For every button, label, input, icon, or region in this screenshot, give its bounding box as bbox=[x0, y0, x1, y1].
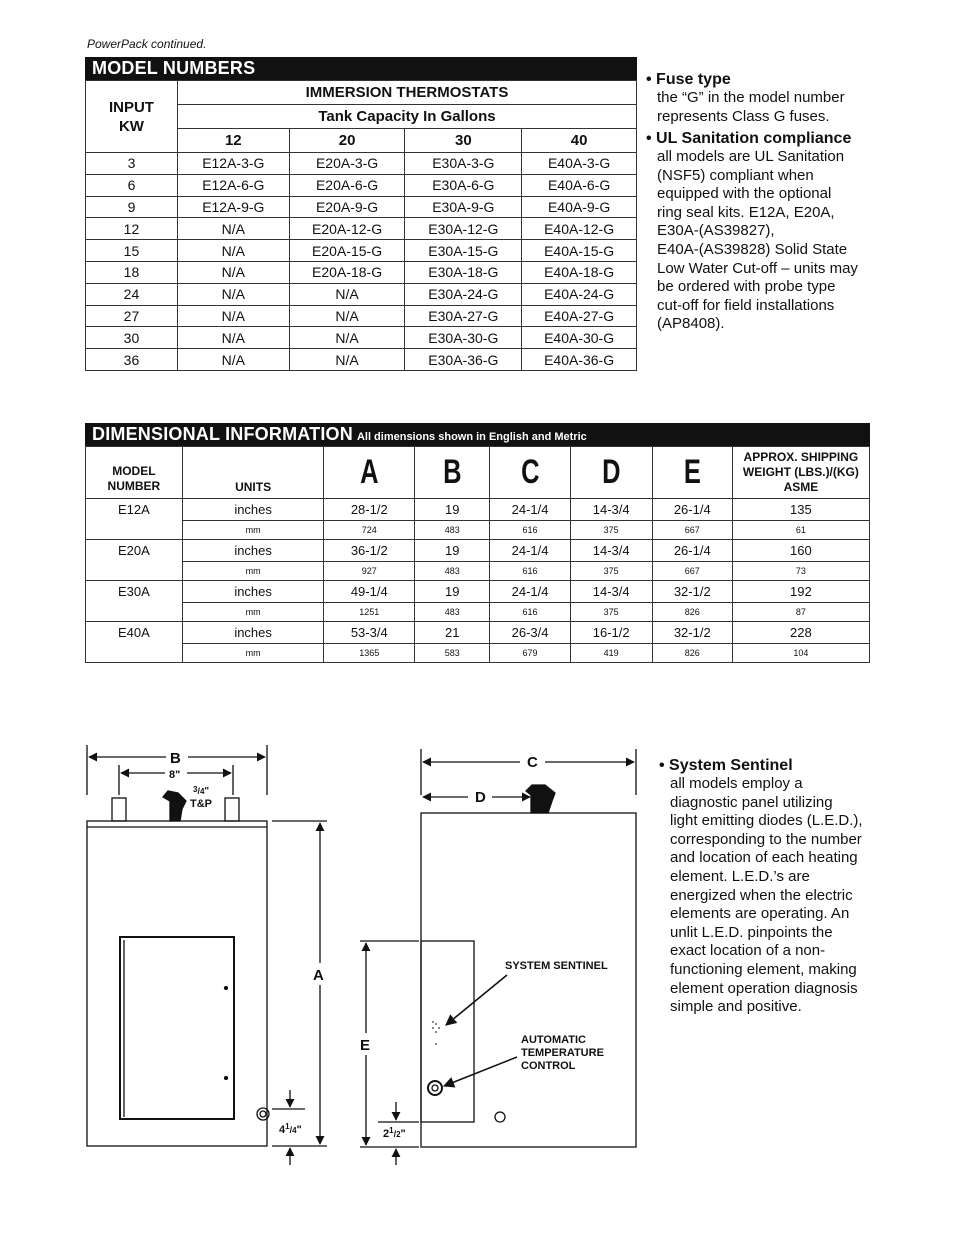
model-cell-c40: E40A-24-G bbox=[522, 283, 637, 305]
side-view-tank bbox=[421, 813, 636, 1147]
dim-value-mm: 87 bbox=[732, 603, 869, 622]
table-row bbox=[86, 540, 870, 562]
model-cell-c12: N/A bbox=[177, 218, 289, 240]
temp-control-dial bbox=[428, 1081, 442, 1095]
dim-value-mm: 616 bbox=[490, 603, 570, 622]
model-cell-c40: E40A-12-G bbox=[522, 218, 637, 240]
dim-value-in: 192 bbox=[732, 581, 869, 603]
dim-e-header: E bbox=[652, 447, 732, 499]
table-row bbox=[86, 581, 870, 603]
capacity-20: 20 bbox=[289, 129, 405, 153]
dim-value-mm: 375 bbox=[570, 521, 652, 540]
dim-value-mm: 616 bbox=[490, 521, 570, 540]
dim-value-mm: 1251 bbox=[324, 603, 415, 622]
table-row bbox=[86, 174, 637, 196]
unit-cell: inches bbox=[182, 499, 324, 521]
dim-value-in: 14-3/4 bbox=[570, 581, 652, 603]
model-cell-c12: N/A bbox=[177, 305, 289, 327]
model-cell-c30: E30A-3-G bbox=[405, 153, 522, 175]
note-line: element. L.E.D.’s are bbox=[670, 867, 810, 885]
model-cell-c12: N/A bbox=[177, 349, 289, 371]
table-row bbox=[86, 218, 637, 240]
model-cell-c40: E40A-9-G bbox=[522, 196, 637, 218]
dim-value-mm: 483 bbox=[415, 562, 490, 581]
model-cell: E40A bbox=[86, 622, 183, 663]
dim-value-mm: 1365 bbox=[324, 644, 415, 663]
model-cell-c40: E40A-36-G bbox=[522, 349, 637, 371]
unit-cell: inches bbox=[182, 622, 324, 644]
fuse-note bbox=[646, 71, 876, 126]
note-line: all models are UL Sanitation bbox=[657, 148, 845, 165]
dim-b-header: B bbox=[415, 447, 490, 499]
unit-cell: mm bbox=[182, 521, 324, 540]
dim-value-in: 36-1/2 bbox=[324, 540, 415, 562]
model-cell-kw: 18 bbox=[86, 261, 178, 283]
note-line: Low Water Cut-off – units may bbox=[657, 259, 858, 277]
dim-value-mm: 679 bbox=[490, 644, 570, 663]
model-cell-c30: E30A-9-G bbox=[405, 196, 522, 218]
unit-cell: mm bbox=[182, 644, 324, 663]
dim-value-mm: 483 bbox=[415, 603, 490, 622]
model-cell-kw: 27 bbox=[86, 305, 178, 327]
side-tp-valve bbox=[526, 785, 555, 813]
model-cell-kw: 12 bbox=[86, 218, 178, 240]
note-line: and location of each heating bbox=[670, 849, 858, 867]
table-row bbox=[86, 644, 870, 663]
dim-value-mm: 583 bbox=[415, 644, 490, 663]
model-cell-c20: N/A bbox=[289, 349, 405, 371]
dimensional-table bbox=[85, 446, 870, 663]
table-row bbox=[86, 562, 870, 581]
fuse-note-body: the “G” in the model number represents Class G fuses. bbox=[657, 89, 845, 125]
dim-value-mm: 667 bbox=[652, 562, 732, 581]
table-row bbox=[86, 305, 637, 327]
note-line: equipped with the optional bbox=[657, 185, 832, 203]
dim-value-in: 19 bbox=[415, 540, 490, 562]
model-cell-kw: 30 bbox=[86, 327, 178, 349]
dim-value-mm: 73 bbox=[732, 562, 869, 581]
dim-value-in: 160 bbox=[732, 540, 869, 562]
dim-value-in: 24-1/4 bbox=[490, 540, 570, 562]
model-cell-kw: 36 bbox=[86, 349, 178, 371]
sentinel-note-title: • System Sentinel bbox=[659, 757, 793, 774]
model-cell-c20: E20A-12-G bbox=[289, 218, 405, 240]
model-cell: E12A bbox=[86, 499, 183, 540]
dim-d-header: D bbox=[570, 447, 652, 499]
table-row bbox=[86, 349, 637, 371]
dim-value-in: 49-1/4 bbox=[324, 581, 415, 603]
dim-value-in: 53-3/4 bbox=[324, 622, 415, 644]
dim-value-in: 32-1/2 bbox=[652, 581, 732, 603]
front-panel-door bbox=[120, 937, 234, 1119]
note-line: be ordered with probe type bbox=[657, 278, 836, 296]
unit-cell: inches bbox=[182, 540, 324, 562]
model-cell-c40: E40A-3-G bbox=[522, 153, 637, 175]
model-cell-c20: E20A-15-G bbox=[289, 240, 405, 262]
note-line: corresponding to the number bbox=[670, 830, 862, 848]
model-cell-c30: E30A-6-G bbox=[405, 174, 522, 196]
side-drain-icon bbox=[495, 1112, 505, 1122]
model-cell-kw: 6 bbox=[86, 174, 178, 196]
unit-cell: mm bbox=[182, 562, 324, 581]
table-row bbox=[86, 499, 870, 521]
label-system-sentinel: SYSTEM SENTINEL bbox=[505, 960, 608, 972]
model-cell: E20A bbox=[86, 540, 183, 581]
table-row bbox=[86, 153, 637, 175]
dim-value-mm: 419 bbox=[570, 644, 652, 663]
model-cell-c20: E20A-9-G bbox=[289, 196, 405, 218]
dim-value-in: 14-3/4 bbox=[570, 499, 652, 521]
label-atc-1: AUTOMATIC bbox=[521, 1034, 586, 1046]
model-cell-c20: N/A bbox=[289, 305, 405, 327]
capacity-40: 40 bbox=[522, 129, 637, 153]
model-cell-c30: E30A-12-G bbox=[405, 218, 522, 240]
model-cell-c20: E20A-18-G bbox=[289, 261, 405, 283]
fuse-note-title: • Fuse type bbox=[646, 71, 731, 88]
control-box bbox=[421, 941, 474, 1122]
model-cell-c30: E30A-24-G bbox=[405, 283, 522, 305]
ul-note-body bbox=[646, 148, 886, 334]
dim-value-in: 19 bbox=[415, 499, 490, 521]
note-line: (NSF5) compliant when bbox=[657, 166, 814, 184]
model-cell-c20: N/A bbox=[289, 283, 405, 305]
note-line: all models employ a bbox=[670, 775, 803, 792]
sentinel-note bbox=[659, 757, 889, 1017]
dim-c-header: C bbox=[490, 447, 570, 499]
cold-pipe bbox=[112, 798, 126, 821]
dim-value-in: 26-1/4 bbox=[652, 499, 732, 521]
dim-value-mm: 375 bbox=[570, 603, 652, 622]
dim-value-mm: 667 bbox=[652, 521, 732, 540]
dim-value-mm: 826 bbox=[652, 644, 732, 663]
model-cell-c40: E40A-18-G bbox=[522, 261, 637, 283]
table-row bbox=[86, 327, 637, 349]
model-cell-c40: E40A-6-G bbox=[522, 174, 637, 196]
note-line: E30A-(AS39827), bbox=[657, 222, 775, 240]
model-numbers-table bbox=[85, 80, 637, 371]
model-cell-kw: 3 bbox=[86, 153, 178, 175]
table-row bbox=[86, 261, 637, 283]
dim-value-mm: 61 bbox=[732, 521, 869, 540]
dim-a-header: A bbox=[324, 447, 415, 499]
note-line: (AP8408). bbox=[657, 315, 725, 333]
note-line: functioning element, making bbox=[670, 960, 857, 978]
note-line: simple and positive. bbox=[670, 998, 802, 1016]
table-row bbox=[86, 622, 870, 644]
dim-value-in: 228 bbox=[732, 622, 869, 644]
tp-valve bbox=[163, 791, 186, 821]
label-atc-2: TEMPERATURE bbox=[521, 1047, 604, 1059]
dimensional-info-subtitle: All dimensions shown in English and Metric bbox=[356, 431, 587, 443]
model-cell-c30: E30A-36-G bbox=[405, 349, 522, 371]
continued-note: PowerPack continued. bbox=[87, 37, 207, 51]
table-row bbox=[86, 283, 637, 305]
label-8in: 8" bbox=[169, 769, 181, 781]
ul-note bbox=[646, 130, 886, 334]
front-view-tank bbox=[87, 821, 267, 1146]
dim-value-in: 16-1/2 bbox=[570, 622, 652, 644]
model-cell-c30: E30A-30-G bbox=[405, 327, 522, 349]
dim-value-in: 32-1/2 bbox=[652, 622, 732, 644]
dim-value-mm: 826 bbox=[652, 603, 732, 622]
model-cell-c12: N/A bbox=[177, 240, 289, 262]
capacity-12: 12 bbox=[177, 129, 289, 153]
model-cell-c12: N/A bbox=[177, 283, 289, 305]
label-tp-size: $^3$/4" bbox=[193, 785, 210, 797]
label-a: A bbox=[313, 967, 324, 984]
note-line: ring seal kits. E12A, E20A, bbox=[657, 203, 835, 221]
table-row bbox=[86, 521, 870, 540]
model-cell-c12: N/A bbox=[177, 327, 289, 349]
note-line: energized when the electric bbox=[670, 886, 853, 904]
input-kw-header: INPUT KW bbox=[86, 81, 178, 153]
model-cell-c40: E40A-27-G bbox=[522, 305, 637, 327]
dim-value-mm: 927 bbox=[324, 562, 415, 581]
dim-value-in: 26-3/4 bbox=[490, 622, 570, 644]
table-row bbox=[86, 603, 870, 622]
note-line: diagnostic panel utilizing bbox=[670, 793, 833, 811]
label-atc-3: CONTROL bbox=[521, 1060, 576, 1072]
dim-value-in: 19 bbox=[415, 581, 490, 603]
label-tp: T&P bbox=[190, 798, 212, 810]
model-cell-c20: E20A-6-G bbox=[289, 174, 405, 196]
unit-cell: mm bbox=[182, 603, 324, 622]
dim-value-mm: 616 bbox=[490, 562, 570, 581]
model-cell-c40: E40A-15-G bbox=[522, 240, 637, 262]
dim-value-mm: 724 bbox=[324, 521, 415, 540]
model-cell-c12: N/A bbox=[177, 261, 289, 283]
note-line: unlit L.E.D. pinpoints the bbox=[670, 923, 833, 941]
label-2-1-2: $2^1_/2$" bbox=[383, 1126, 406, 1140]
note-line: E40A-(AS39828) Solid State bbox=[657, 240, 848, 258]
label-e: E bbox=[360, 1037, 371, 1054]
label-4-1-4: $4^1_/4$" bbox=[279, 1122, 302, 1136]
dim-value-mm: 483 bbox=[415, 521, 490, 540]
ul-note-title: • UL Sanitation compliance bbox=[646, 130, 852, 147]
dim-value-in: 135 bbox=[732, 499, 869, 521]
dimensional-info-title: DIMENSIONAL INFORMATION All dimensions shown in English and Metric bbox=[85, 423, 870, 446]
model-cell-c12: E12A-6-G bbox=[177, 174, 289, 196]
dim-value-mm: 375 bbox=[570, 562, 652, 581]
tank-capacity-header: Tank Capacity In Gallons bbox=[177, 105, 636, 129]
table-row bbox=[86, 240, 637, 262]
model-cell-c20: E20A-3-G bbox=[289, 153, 405, 175]
shipping-weight-header: APPROX. SHIPPING WEIGHT (LBS.)/(KG) ASME bbox=[732, 447, 869, 499]
model-cell-c12: E12A-3-G bbox=[177, 153, 289, 175]
label-b: B bbox=[170, 750, 181, 767]
dim-value-in: 26-1/4 bbox=[652, 540, 732, 562]
model-cell-c30: E30A-15-G bbox=[405, 240, 522, 262]
model-cell-c40: E40A-30-G bbox=[522, 327, 637, 349]
model-cell-c30: E30A-18-G bbox=[405, 261, 522, 283]
note-line: exact location of a non- bbox=[670, 942, 826, 960]
sentinel-note-body bbox=[659, 775, 889, 1017]
dim-value-in: 14-3/4 bbox=[570, 540, 652, 562]
model-cell-kw: 9 bbox=[86, 196, 178, 218]
model-cell-kw: 15 bbox=[86, 240, 178, 262]
hot-pipe bbox=[225, 798, 239, 821]
model-cell-c30: E30A-27-G bbox=[405, 305, 522, 327]
model-numbers-title: MODEL NUMBERS bbox=[85, 57, 637, 80]
table-row bbox=[86, 196, 637, 218]
model-cell-c12: E12A-9-G bbox=[177, 196, 289, 218]
capacity-30: 30 bbox=[405, 129, 522, 153]
note-line: element operation diagnosis bbox=[670, 979, 858, 997]
dim-value-in: 28-1/2 bbox=[324, 499, 415, 521]
dim-value-in: 24-1/4 bbox=[490, 581, 570, 603]
unit-cell: inches bbox=[182, 581, 324, 603]
note-line: cut-off for field installations bbox=[657, 296, 835, 314]
note-line: light emitting diodes (L.E.D.), bbox=[670, 812, 863, 830]
dim-value-in: 24-1/4 bbox=[490, 499, 570, 521]
immersion-thermostats-header: IMMERSION THERMOSTATS bbox=[177, 81, 636, 105]
label-c: C bbox=[527, 754, 538, 771]
dim-value-in: 21 bbox=[415, 622, 490, 644]
model-cell: E30A bbox=[86, 581, 183, 622]
model-number-header: MODEL NUMBER bbox=[86, 447, 183, 499]
note-line: elements are operating. An bbox=[670, 905, 850, 923]
model-cell-kw: 24 bbox=[86, 283, 178, 305]
dim-value-mm: 104 bbox=[732, 644, 869, 663]
units-header: UNITS bbox=[182, 447, 324, 499]
label-d: D bbox=[475, 789, 486, 806]
model-cell-c20: N/A bbox=[289, 327, 405, 349]
